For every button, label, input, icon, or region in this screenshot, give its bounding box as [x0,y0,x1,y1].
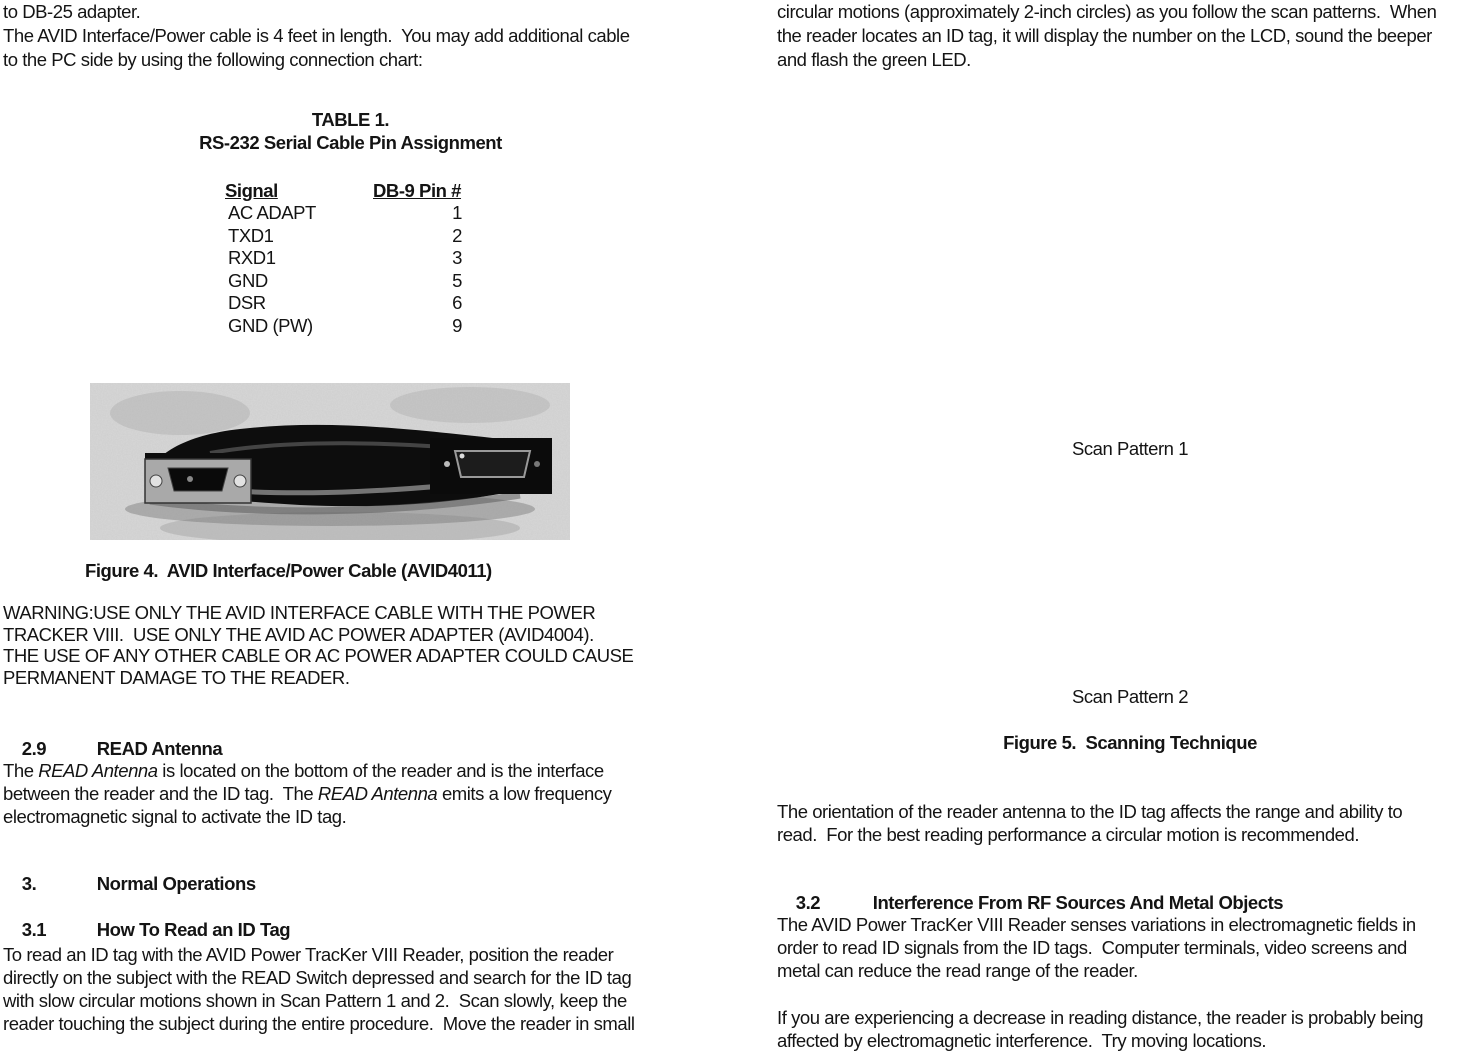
figure4-caption: Figure 4. AVID Interface/Power Cable (AVID4011) [85,560,492,581]
section-number: 2.9 [21,738,47,759]
text-line: circular motions (approximately 2-inch circles) as you follow the scan patterns. When [777,1,1437,22]
section-number: 3.1 [21,919,47,940]
text-line: between the reader and the ID tag. The READ Antenna emits a low frequency [3,783,612,804]
text-line: the reader locates an ID tag, it will display the number on the LCD, sound the beeper [777,25,1432,46]
table-cell: DSR [228,292,266,314]
scan-pattern-2-label: Scan Pattern 2 [1071,686,1189,707]
text-line: with slow circular motions shown in Scan Pattern 1 and 2. Scan slowly, keep the [3,990,627,1011]
table-cell: TXD1 [228,224,274,246]
table-cell: 2 [452,224,462,246]
paragraph-interference [777,913,1416,982]
table-title [3,108,698,154]
table-title-line: TABLE 1. [311,109,390,130]
text-line: to DB-25 adapter. [3,1,141,22]
table-header-pin: DB-9 Pin # [373,180,462,201]
table-cell: 9 [452,314,462,336]
text-line: to the PC side by using the following connection chart: [3,49,423,70]
table-header-signal: Signal [225,180,278,201]
paragraph-orientation [777,800,1402,846]
figure5-caption: Figure 5. Scanning Technique [1003,732,1257,753]
table-signal-column [228,202,316,338]
section-number: 3. [21,873,37,894]
table-cell: 3 [452,247,462,269]
text-line: To read an ID tag with the AVID Power TracKer VIII Reader, position the reader [3,944,614,965]
paragraph-read-antenna [3,759,611,828]
pin-assignment-table [225,178,485,343]
text-line: PERMANENT DAMAGE TO THE READER. [3,667,350,689]
italic-read-antenna: READ Antenna [38,760,158,781]
section-number: 3.2 [795,892,821,913]
scan-pattern-1-label: Scan Pattern 1 [1071,438,1189,459]
text-line: THE USE OF ANY OTHER CABLE OR AC POWER ADAPTER COULD CAUSE [3,645,634,667]
text-line: The READ Antenna is located on the bottom of the reader and is the interface [3,760,604,781]
text-line: WARNING:USE ONLY THE AVID INTERFACE CABLE WITH THE POWER [3,602,596,623]
paragraph-how-to-read [3,943,635,1035]
text-line: TRACKER VIII. USE ONLY THE AVID AC POWER ADAPTER (AVID4004). [3,623,594,645]
table-pin-column [410,202,504,338]
text-line: affected by electromagnetic interference. Try moving locations. [777,1030,1267,1051]
text-line: The AVID Power TracKer VIII Reader senses variations in electromagnetic fields in [777,914,1416,935]
text-line: The AVID Interface/Power cable is 4 feet in length. You may add additional cable [3,25,630,46]
section-title: How To Read an ID Tag [96,919,291,940]
table-title-line: RS-232 Serial Cable Pin Assignment [199,132,502,153]
table-cell: RXD1 [228,247,276,269]
text-line: electromagnetic signal to activate the ID tag. [3,806,347,827]
paragraph-closing [777,1006,1423,1052]
table-cell: GND [228,269,268,291]
text-line: and flash the green LED. [777,49,971,70]
paragraph-intro-left [3,0,630,72]
table-cell: GND (PW) [228,314,313,336]
text-line: read. For the best reading performance a circular motion is recommended. [777,824,1360,845]
table-cell: 1 [452,202,462,223]
section-title: READ Antenna [96,738,223,759]
section-title: Normal Operations [96,873,256,894]
text-line: reader touching the subject during the entire procedure. Move the reader in small [3,1013,635,1034]
text-line: directly on the subject with the READ Switch depressed and search for the ID tag [3,967,632,988]
section-title: Interference From RF Sources And Metal Objects [872,892,1284,913]
text-line: If you are experiencing a decrease in reading distance, the reader is probably being [777,1007,1424,1028]
warning-paragraph [3,602,633,689]
table-cell: 6 [452,292,462,314]
text-line: order to read ID signals from the ID tags. Computer terminals, video screens and [777,937,1407,958]
paragraph-intro-right [777,0,1436,72]
text-line: The orientation of the reader antenna to the ID tag affects the range and ability to [777,801,1403,822]
figure4-photo-cable [90,383,570,540]
text-line: metal can reduce the read range of the reader. [777,960,1138,981]
italic-read-antenna: READ Antenna [317,783,438,804]
table-cell: 5 [452,269,462,291]
table-cell: AC ADAPT [228,202,316,223]
